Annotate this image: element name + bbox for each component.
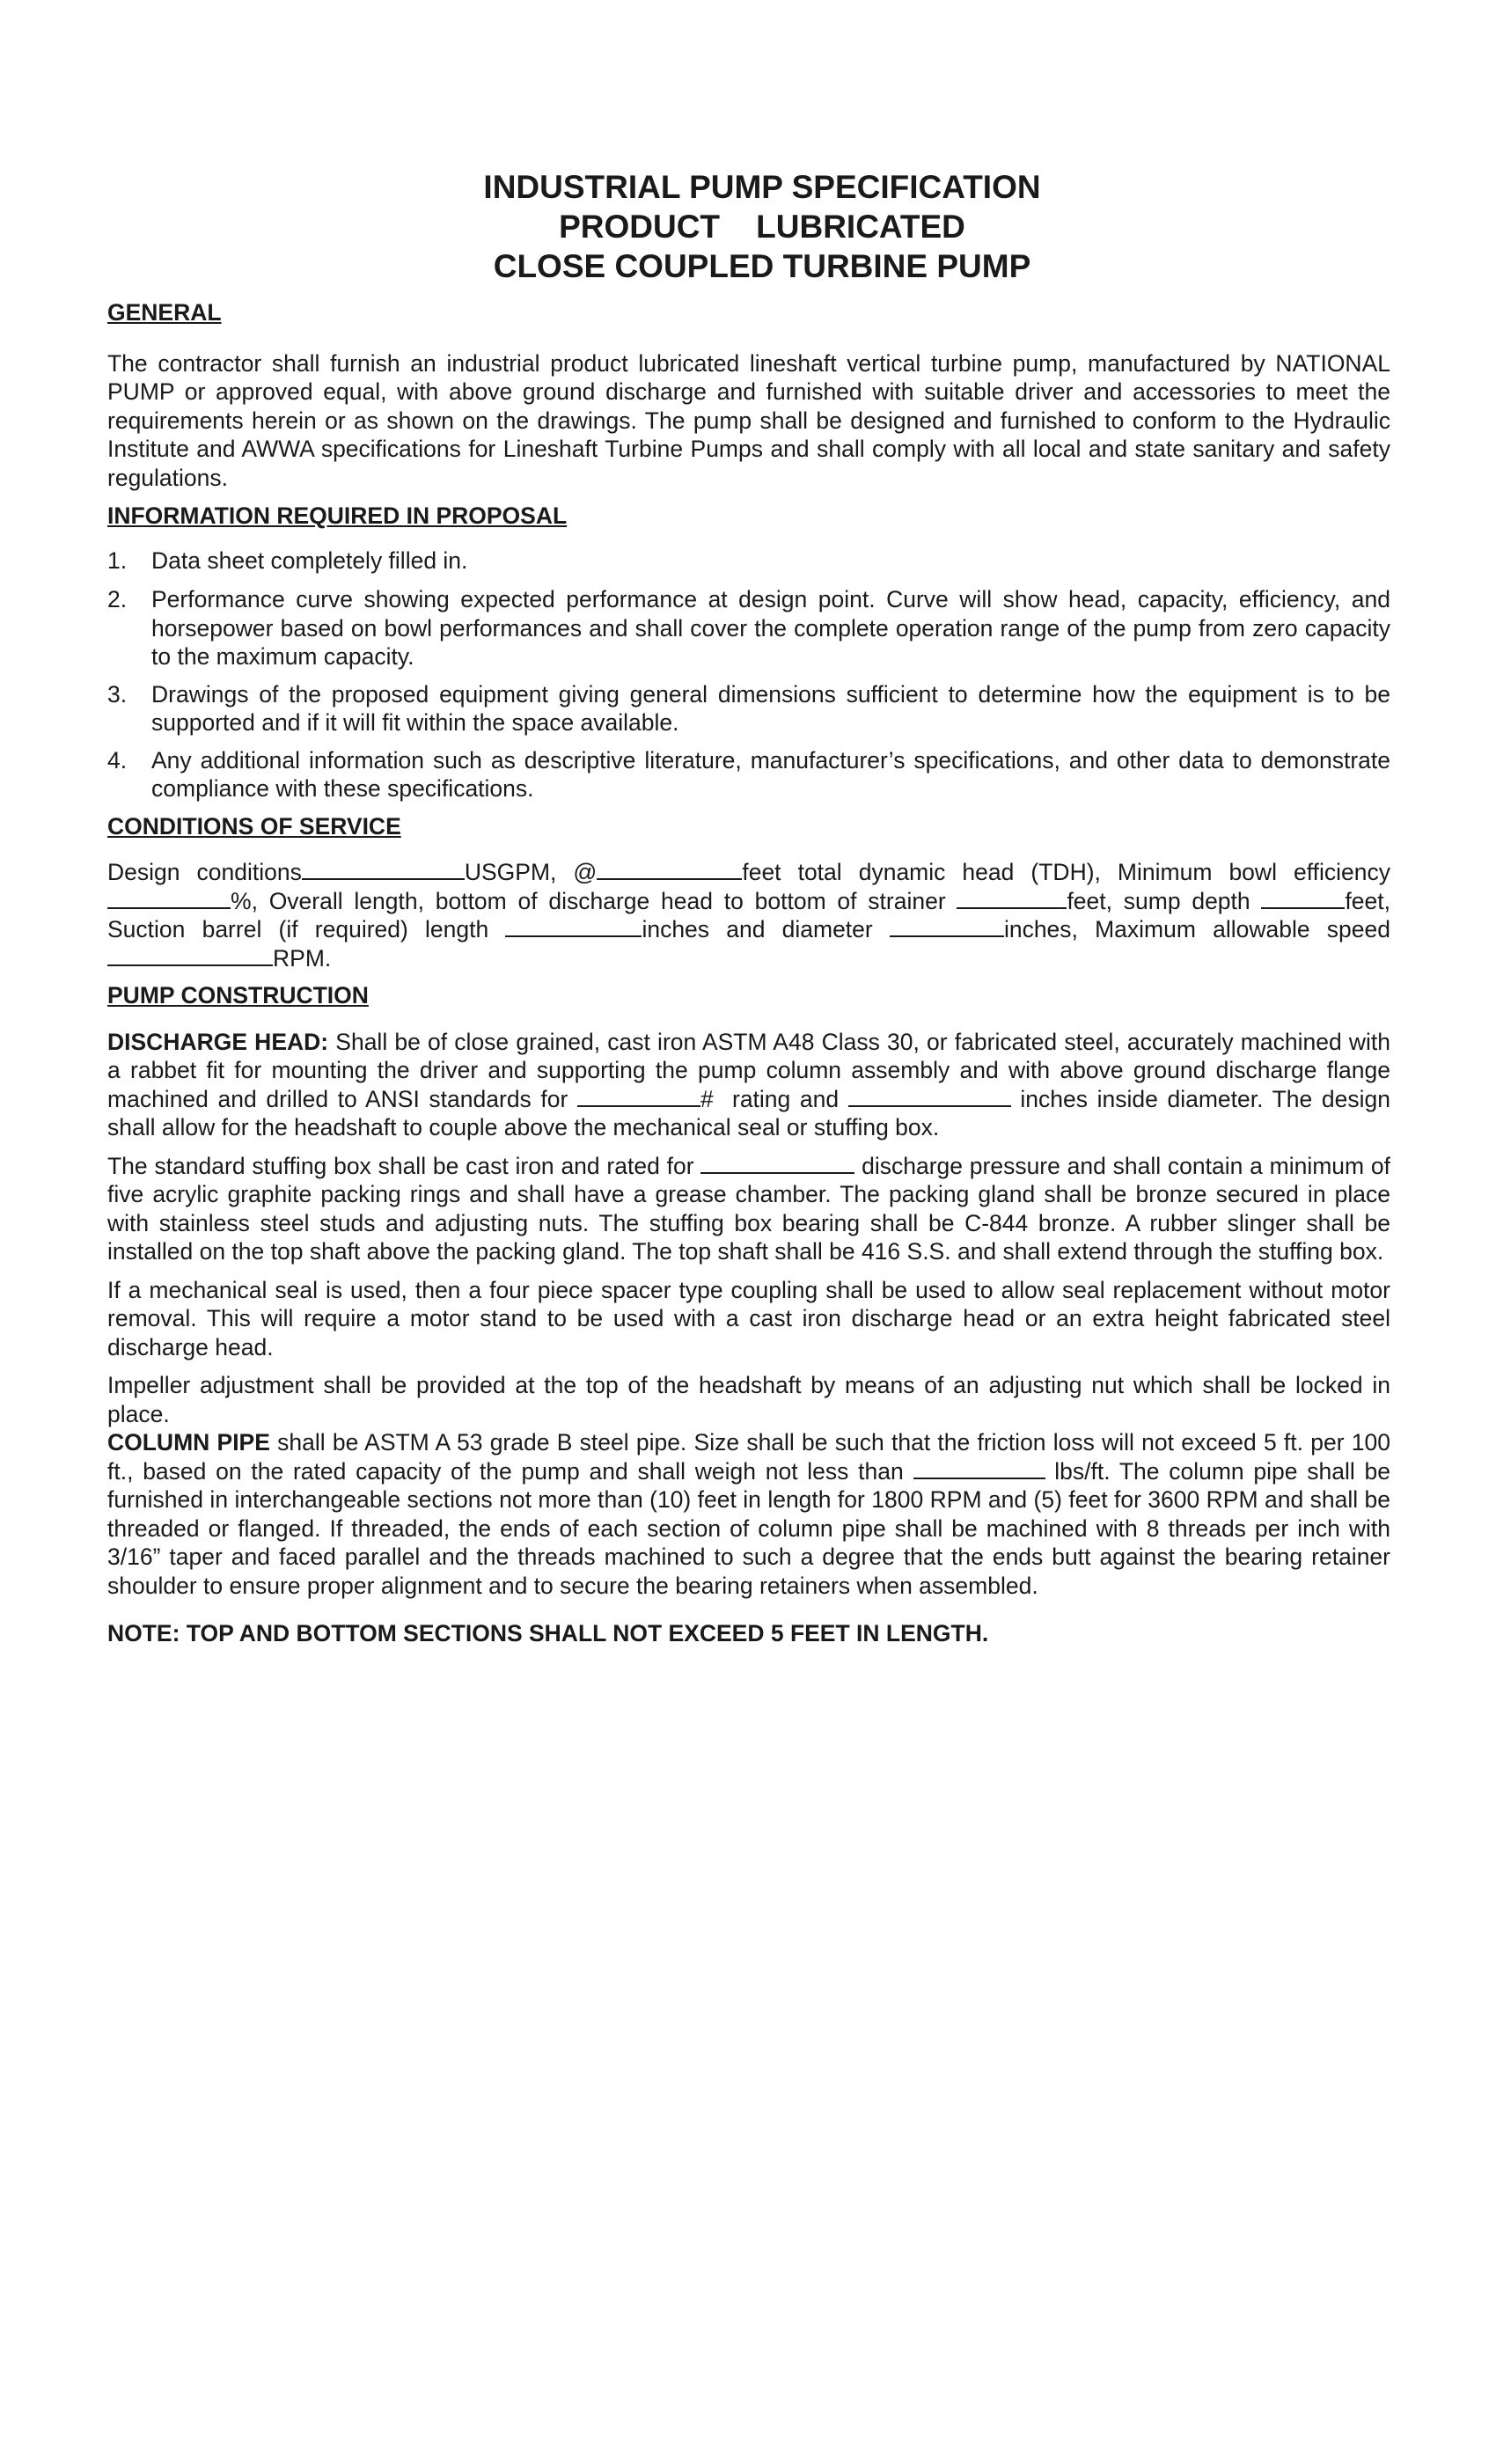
fill-in-blank[interactable] [597,859,742,880]
service-heading: CONDITIONS OF SERVICE [107,812,401,840]
list-item-text: Drawings of the proposed equipment giving general dimensions sufficient to determine how the equipment is to be supported and if it will fit within the space available. [151,680,1390,736]
discharge-head-lead: DISCHARGE HEAD: [107,1028,329,1055]
discharge-head-text: inches inside diameter. The design shall allow for the headshaft to couple above the mechanical seal or stuffing box. [107,1085,1390,1140]
fill-in-blank[interactable] [107,945,273,966]
list-item-text: Data sheet completely filled in. [151,546,468,574]
proposal-list [107,546,1390,803]
list-item-number: 4. [107,746,128,774]
stuffing-box-paragraph [107,1152,1390,1266]
title-line-2: PRODUCT LUBRICATED [559,209,965,245]
fill-in-blank[interactable] [302,859,465,880]
construction-heading: PUMP CONSTRUCTION [107,982,369,1008]
service-text: inches and diameter [642,916,873,942]
fill-in-blank[interactable] [848,1086,1011,1107]
title-line-1: INDUSTRIAL PUMP SPECIFICATION [483,169,1041,205]
column-pipe-text: lbs/ft. The column pipe shall be furnished in interchangeable sections not more than (10) feet in length for 1800 RPM and (5) feet for 3600 RPM and shall be threaded or flanged. If threaded, the ends of each section of column pipe shall be machined with 8 threads per inch with 3/16” taper and faced parallel and the threads machined to such a degree that the ends butt against the bearing retainer shoulder to ensure proper alignment and to secure the bearing retainers when assembled. [107,1457,1390,1599]
note-text: NOTE: TOP AND BOTTOM SECTIONS SHALL NOT EXCEED 5 FEET IN LENGTH. [107,1620,989,1646]
fill-in-blank[interactable] [957,888,1067,909]
discharge-head-text: # rating and [700,1085,848,1112]
column-pipe-paragraph [107,1428,1390,1600]
list-item-number: 3. [107,680,128,708]
service-text: feet, Suction barrel (if required) length [107,887,1391,942]
list-item [107,746,1390,803]
mechanical-seal-paragraph: If a mechanical seal is used, then a four piece spacer type coupling shall be used to allow seal replacement without motor removal. This will require a motor stand to be used with a cast iron discharge head or an extra height fabricated steel discharge head. [107,1276,1390,1360]
title-line-3: CLOSE COUPLED TURBINE PUMP [493,248,1031,284]
impeller-paragraph: Impeller adjustment shall be provided at the top of the headshaft by means of an adjusting nut which shall be locked in place. [107,1372,1390,1427]
service-text: RPM. [273,944,332,972]
list-item-text: Performance curve showing expected performance at design point. Curve will show head, capacity, efficiency, and horsepower based on bowl performances and shall cover the complete operation range of the pump from zero capacity to the maximum capacity. [151,586,1390,670]
fill-in-blank[interactable] [107,888,231,909]
general-heading: GENERAL [107,299,222,326]
service-text: feet total dynamic head (TDH), Minimum bowl efficiency [742,859,1390,885]
column-pipe-text: shall be ASTM A 53 grade B steel pipe. Size shall be such that the friction loss will not exceed 5 ft. per 100 ft., based on the rated capacity of the pump and shall weigh not less than [107,1429,1390,1485]
list-item [107,680,1390,737]
list-item [107,546,1390,576]
column-pipe-lead: COLUMN PIPE [107,1429,270,1456]
fill-in-blank[interactable] [505,916,642,937]
service-paragraph [107,858,1390,972]
service-text: Design conditions [107,859,302,885]
document-content [107,167,1390,1648]
fill-in-blank[interactable] [890,916,1004,937]
stuffing-box-text: discharge pressure and shall contain a minimum of five acrylic graphite packing rings and shall have a grease chamber. The packing gland shall be bronze secured in place with stainless steel studs and adjusting nuts. The stuffing box bearing shall be C-844 bronze. A rubber slinger shall be installed on the top shaft above the packing gland. The top shaft shall be 416 S.S. and shall extend through the stuffing box. [107,1152,1390,1265]
stuffing-box-text: The standard stuffing box shall be cast iron and rated for [107,1152,701,1179]
list-item-text: Any additional information such as descriptive literature, manufacturer’s specifications, and other data to demonstrate compliance with these specifications. [151,746,1390,802]
discharge-head-paragraph [107,1028,1390,1142]
proposal-heading: INFORMATION REQUIRED IN PROPOSAL [107,502,568,529]
fill-in-blank[interactable] [1261,888,1345,909]
document-title [134,167,1390,286]
service-text: %, Overall length, bottom of discharge head to bottom of strainer [231,887,946,914]
list-item-number: 1. [107,546,128,574]
list-item [107,585,1390,671]
service-text: USGPM, @ [464,859,598,885]
general-paragraph: The contractor shall furnish an industrial product lubricated lineshaft vertical turbine pump, manufactured by NATIONAL PUMP or approved equal, with above ground discharge and furnished with suitable driver and accessories to meet the requirements herein or as shown on the drawings. The pump shall be designed and furnished to conform to the Hydraulic Institute and AWWA specifications for Lineshaft Turbine Pumps and shall comply with all local and state sanitary and safety regulations. [107,349,1390,491]
service-text: feet, sump depth [1067,887,1250,914]
fill-in-blank[interactable] [577,1086,700,1107]
fill-in-blank[interactable] [913,1458,1045,1479]
fill-in-blank[interactable] [700,1153,854,1174]
list-item-number: 2. [107,586,128,612]
service-text: inches, Maximum allowable speed [1003,916,1390,942]
discharge-head-text: Shall be of close grained, cast iron ASTM A48 Class 30, or fabricated steel, accurately machined with a rabbet fit for mounting the driver and supporting the pump column assembly and with above ground discharge flange machined and drilled to ANSI standards for [107,1028,1391,1112]
